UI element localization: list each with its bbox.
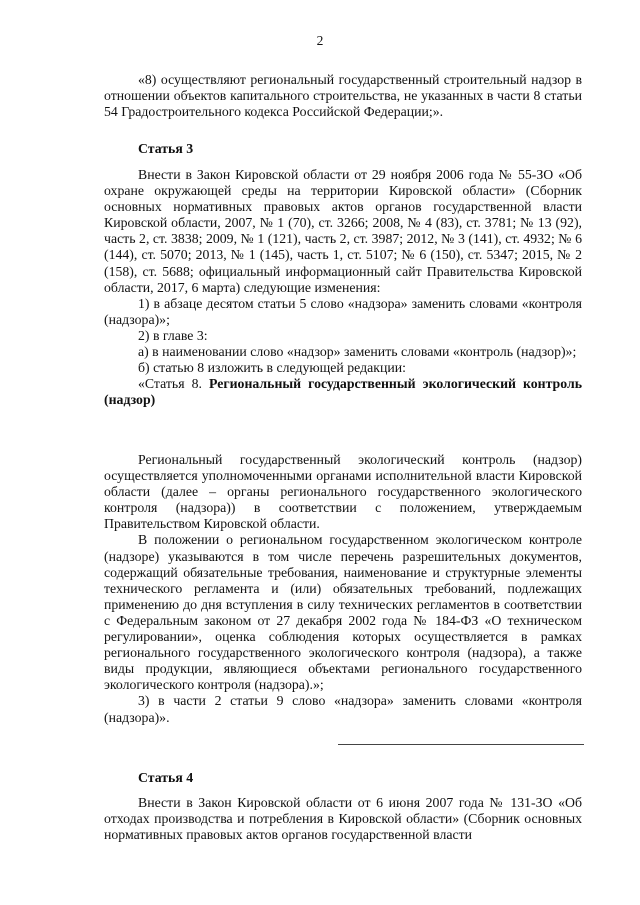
amendment-item-3: 3) в части 2 статьи 9 слово «надзора» заменить словами «контроля (надзора)». — [104, 693, 582, 725]
page-number: 2 — [316, 33, 324, 48]
quoted-article-name: Региональный государственный экологический контроль (надзор) — [104, 376, 582, 408]
amendment-item-2b: б) статью 8 изложить в следующей редакции: — [138, 360, 406, 376]
amendment-item-2: 2) в главе 3: — [138, 327, 208, 343]
amendment-item-1: 1) в абзаце десятом статьи 5 слово «надзора» заменить словами «контроля (надзора)»; — [104, 295, 582, 327]
separator-line — [338, 744, 584, 745]
amendment-item-2a: а) в наименовании слово «надзор» заменить словами «контроль (надзор)»; — [138, 344, 577, 360]
quoted-article-title — [104, 376, 582, 408]
quoted-article-prefix: «Статья 8. — [138, 376, 209, 392]
article-3-heading: Статья 3 — [138, 141, 194, 156]
quoted-paragraph-2: В положении о региональном государственном экологическом контроле (надзоре) указываются в том числе перечень разрешительных документов, содержащий обязательные требования, наименование и структурные элементы технического регламента и (или) обязательных требований, подлежащих применению до дня вступления в силу технических регламентов в соответствии с Федеральным законом от 27 декабря 2002 года № 184-ФЗ «О техническом регулировании», оценка соблюдения которых осуществляется в рамках регионального государственного экологического контроля (надзора), а также виды продукции, являющиеся объектами регионального государственного экологического контроля (надзора).»; — [104, 532, 582, 693]
quoted-article-body — [104, 452, 582, 726]
intro-paragraph: «8) осуществляют региональный государственный строительный надзор в отношении объектов капитального строительства, не указанных в части 8 статьи 54 Градостроительного кодекса Российской Федерации;». — [104, 72, 582, 120]
quoted-paragraph-1: Региональный государственный экологический контроль (надзор) осуществляется уполномоченными органами исполнительной власти Кировской области (далее – органы регионального государственного экологического контроля (надзора)) в соответствии с положением, утверждаемым Правительством Кировской области. — [104, 452, 582, 532]
article-4-intro: Внести в Закон Кировской области от 6 июня 2007 года № 131-ЗО «Об отходах производства и потребления в Кировской области» (Сборник основных нормативных правовых актов органов государственной власти — [104, 795, 582, 843]
article-3-intro: Внести в Закон Кировской области от 29 ноября 2006 года № 55-ЗО «Об охране окружающей среды на территории Кировской области» (Сборник основных нормативных правовых актов органов государственной власти Кировской области, 2007, № 1 (70), ст. 3266; 2008, № 4 (83), ст. 3781; № 13 (92), часть 2, ст. 3838; 2009, № 1 (121), часть 2, ст. 3987; 2012, № 3 (141), ст. 4932; № 6 (144), ст. 5070; 2013, № 1 (145), часть 1, ст. 5107; № 6 (150), ст. 5347; 2015, № 2 (158), ст. 5688; официальный информационный сайт Правительства Кировской области, 2017, 6 марта) следующие изменения: — [104, 167, 582, 295]
article-4-heading: Статья 4 — [138, 770, 194, 785]
article-3-body — [104, 167, 582, 408]
